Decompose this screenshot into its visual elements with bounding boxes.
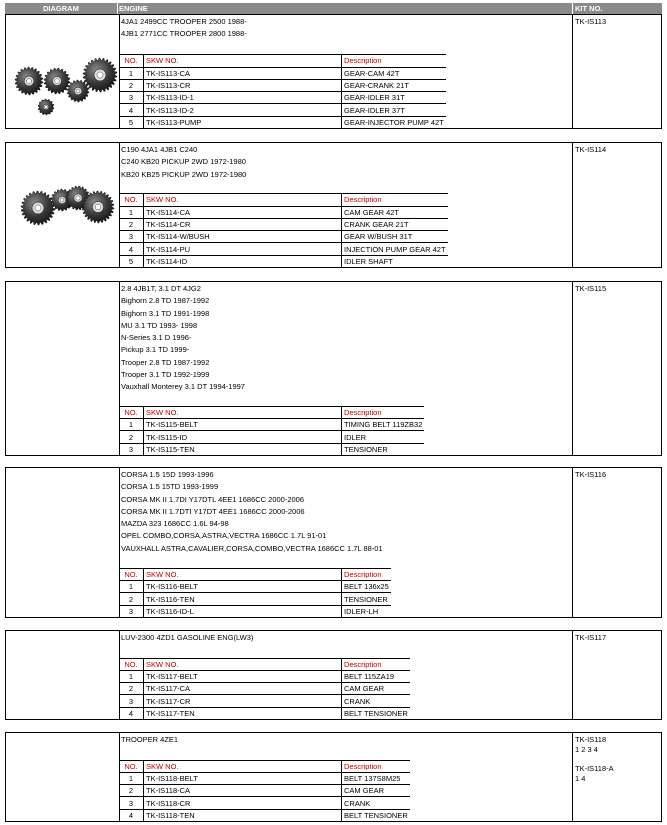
table-row (119, 255, 448, 267)
no-header: NO. (119, 194, 144, 206)
part-number-cell: 1 (119, 581, 144, 593)
part-number-cell: 3 (119, 695, 144, 707)
parts-table (119, 54, 446, 128)
kit-block (5, 732, 662, 822)
kit-number: TK-IS117 (575, 633, 607, 642)
kit-number (575, 755, 661, 764)
description-cell: BELT TENSIONER (342, 707, 410, 719)
part-number-cell: 1 (119, 772, 144, 784)
part-number-cell: 2 (119, 683, 144, 695)
description-cell: GEAR-CRANK 21T (342, 79, 446, 91)
engine-line: C240 KB20 PICKUP 2WD 1972-1980 (121, 157, 246, 167)
skw-header: SKW NO. (144, 406, 342, 418)
engine-line: MAZDA 323 1686CC 1.6L 94-98 (121, 519, 229, 529)
skw-header: SKW NO. (144, 760, 342, 772)
engine-line: KB20 KB25 PICKUP 2WD 1972-1980 (121, 169, 247, 179)
description-cell: CRANK GEAR 21T (342, 218, 448, 230)
engine-line: TROOPER 4ZE1 (121, 735, 179, 744)
skw-number-cell: TK-IS114-CR (144, 218, 342, 230)
engine-list (119, 282, 572, 394)
kit-cell (572, 631, 661, 719)
description-cell: CAM GEAR 42T (342, 206, 448, 218)
table-row (119, 206, 448, 218)
description-cell: GEAR-CAM 42T (342, 67, 446, 79)
skw-number-cell: TK-IS118-CR (144, 797, 342, 809)
engine-list (119, 631, 572, 644)
skw-number-cell: TK-IS114-CA (144, 206, 342, 218)
idler-gear-icon (67, 80, 89, 102)
description-cell: GEAR-IDLER 31T (342, 92, 446, 104)
gear-set-diagram (6, 143, 118, 267)
kit-block (5, 14, 662, 129)
description-cell: BELT 136x25 (342, 581, 391, 593)
engine-cell (119, 733, 572, 821)
skw-number-cell: TK-IS118-BELT (144, 772, 342, 784)
skw-number-cell: TK-IS114-PU (144, 243, 342, 255)
table-row (119, 772, 410, 784)
description-cell: CAM GEAR (342, 683, 410, 695)
kit-number: TK-IS116 (575, 470, 607, 479)
description-cell: TENSIONER (342, 443, 425, 455)
parts-header-row (119, 658, 410, 670)
skw-number-cell: TK-IS117-CR (144, 695, 342, 707)
parts-header-row (119, 55, 446, 67)
skw-header: SKW NO. (144, 658, 342, 670)
engine-line: Pickup 3.1 TD 1999- (121, 345, 190, 355)
diagram-cell (6, 15, 120, 128)
description-header: Description (342, 658, 410, 670)
description-cell: IDLER SHAFT (342, 255, 448, 267)
column-header (0, 3, 667, 14)
description-header: Description (342, 55, 446, 67)
description-cell: IDLER (342, 431, 425, 443)
description-cell: CRANK (342, 695, 410, 707)
description-cell: INJECTION PUMP GEAR 42T (342, 243, 448, 255)
table-row (119, 243, 448, 255)
kit-number: TK-IS113 (575, 17, 607, 26)
kit-cell (572, 15, 661, 128)
parts-header-row (119, 194, 448, 206)
table-row (119, 683, 410, 695)
engine-line: Vauxhall Monterey 3.1 DT 1994-1997 (121, 382, 245, 392)
table-row (119, 581, 391, 593)
description-cell: GEAR-IDLER 37T (342, 104, 446, 116)
part-number-cell: 5 (119, 116, 144, 128)
table-row (119, 695, 410, 707)
description-header: Description (342, 194, 448, 206)
skw-header: SKW NO. (144, 194, 342, 206)
kit-cell (572, 143, 661, 267)
skw-number-cell: TK-IS115-TEN (144, 443, 342, 455)
header-kit-no: KIT NO. (573, 3, 662, 14)
skw-header: SKW NO. (144, 568, 342, 580)
engine-list (119, 143, 572, 181)
part-number-cell: 3 (119, 231, 144, 243)
engine-cell (119, 631, 572, 719)
engine-list (119, 15, 572, 41)
table-row (119, 593, 391, 605)
parts-table (119, 568, 391, 617)
part-number-cell: 2 (119, 593, 144, 605)
no-header: NO. (119, 568, 144, 580)
parts-table (119, 658, 410, 719)
part-number-cell: 3 (119, 797, 144, 809)
table-row (119, 785, 410, 797)
kit-cell (572, 733, 661, 821)
skw-number-cell: TK-IS113-CR (144, 79, 342, 91)
engine-line: N-Series 3.1 D 1996- (121, 333, 192, 343)
table-row (119, 92, 446, 104)
cam-gear-icon (83, 58, 117, 92)
skw-number-cell: TK-IS116-TEN (144, 593, 342, 605)
part-number-cell: 2 (119, 431, 144, 443)
description-cell: BELT 115ZA19 (342, 670, 410, 682)
diagram-cell (6, 733, 120, 821)
description-cell: CAM GEAR (342, 785, 410, 797)
table-row (119, 67, 446, 79)
gear-set-diagram (6, 15, 118, 128)
table-row (119, 443, 424, 455)
diagram-cell (6, 282, 120, 455)
part-number-cell: 1 (119, 206, 144, 218)
no-header: NO. (119, 406, 144, 418)
diagram-cell (6, 468, 120, 617)
table-row (119, 116, 446, 128)
engine-line: OPEL COMBO,CORSA,ASTRA,VECTRA 1686CC 1.7L 91-01 (121, 531, 327, 541)
table-row (119, 605, 391, 617)
description-cell: BELT 137S8M25 (342, 772, 410, 784)
skw-number-cell: TK-IS118-CA (144, 785, 342, 797)
table-row (119, 104, 446, 116)
table-row (119, 231, 448, 243)
pump-gear-icon (82, 191, 114, 223)
parts-header-row (119, 568, 391, 580)
part-number-cell: 4 (119, 243, 144, 255)
kit-number: TK-IS114 (575, 145, 607, 154)
description-cell: TENSIONER (342, 593, 391, 605)
part-number-cell: 3 (119, 605, 144, 617)
diagram-cell (6, 631, 120, 719)
header-engine: ENGINE (118, 3, 572, 14)
skw-number-cell: TK-IS116-ID-L (144, 605, 342, 617)
skw-number-cell: TK-IS117-BELT (144, 670, 342, 682)
skw-number-cell: TK-IS113-ID-2 (144, 104, 342, 116)
description-header: Description (342, 406, 425, 418)
engine-line: 4JA1 2499CC TROOPER 2500 1988- (121, 17, 247, 26)
part-number-cell: 5 (119, 255, 144, 267)
skw-number-cell: TK-IS114-ID (144, 255, 342, 267)
engine-line: VAUXHALL ASTRA,CAVALIER,CORSA,COMBO,VECTRA 1686CC 1.7L 88-01 (121, 543, 383, 553)
description-header: Description (342, 760, 410, 772)
diagram-cell (6, 143, 120, 267)
table-row (119, 431, 424, 443)
kit-number: TK-IS115 (575, 284, 607, 293)
engine-line: 2.8 4JB1T, 3.1 DT 4JG2 (121, 284, 201, 293)
parts-header-row (119, 406, 424, 418)
engine-line: CORSA MK II 1.7DI Y17DTL 4EE1 1686CC 2000-2006 (121, 494, 305, 504)
part-number-cell: 2 (119, 79, 144, 91)
part-number-cell: 1 (119, 670, 144, 682)
part-number-cell: 3 (119, 443, 144, 455)
engine-line: CORSA 1.5 15D 1993-1996 (121, 470, 214, 479)
header-diagram: DIAGRAM (5, 3, 117, 14)
engine-list (119, 733, 572, 746)
part-number-cell: 1 (119, 419, 144, 431)
engine-line: LUV-2300 4ZD1 GASOLINE ENG(LW3) (121, 633, 254, 642)
engine-line: Trooper 3.1 TD 1992-1999 (121, 370, 210, 380)
part-number-cell: 3 (119, 92, 144, 104)
crank-gear-icon (38, 99, 54, 115)
kit-number: TK-IS118-A (575, 764, 614, 773)
kit-block (5, 467, 662, 618)
skw-number-cell: TK-IS113-CA (144, 67, 342, 79)
engine-line: Bighorn 2.8 TD 1987-1992 (121, 296, 210, 306)
description-cell: TIMING BELT 119ZB32 (342, 419, 425, 431)
table-row (119, 419, 424, 431)
kit-number: TK-IS118 (575, 735, 607, 744)
skw-number-cell: TK-IS118-TEN (144, 809, 342, 821)
no-header: NO. (119, 658, 144, 670)
engine-line: CORSA MK II 1.7DTI Y17DT 4EE1 1686CC 2000-2006 (121, 506, 305, 516)
table-row (119, 809, 410, 821)
part-number-cell: 4 (119, 707, 144, 719)
no-header: NO. (119, 760, 144, 772)
pump-gear-icon (15, 67, 43, 95)
part-number-cell: 4 (119, 809, 144, 821)
no-header: NO. (119, 55, 144, 67)
engine-line: Bighorn 3.1 TD 1991-1998 (121, 308, 210, 318)
engine-cell (119, 468, 572, 617)
description-cell: GEAR W/BUSH 31T (342, 231, 448, 243)
engine-line: CORSA 1.5 15TD 1993-1999 (121, 482, 219, 492)
engine-line: C190 4JA1 4JB1 C240 (121, 145, 198, 154)
description-header: Description (342, 568, 391, 580)
skw-number-cell: TK-IS115-ID (144, 431, 342, 443)
description-cell: CRANK (342, 797, 410, 809)
table-row (119, 707, 410, 719)
kit-cell (572, 468, 661, 617)
skw-number-cell: TK-IS113-PUMP (144, 116, 342, 128)
parts-table (119, 760, 410, 821)
engine-line: MU 3.1 TD 1993- 1998 (121, 320, 198, 330)
engine-cell (119, 282, 572, 455)
parts-header-row (119, 760, 410, 772)
description-cell: BELT TENSIONER (342, 809, 410, 821)
part-number-cell: 2 (119, 218, 144, 230)
skw-number-cell: TK-IS113-ID-1 (144, 92, 342, 104)
engine-line: Trooper 2.8 TD 1987-1992 (121, 357, 210, 367)
kit-block (5, 281, 662, 456)
kit-number: 1 2 3 4 (575, 745, 598, 754)
table-row (119, 670, 410, 682)
kit-number: 1 4 (575, 774, 586, 783)
description-cell: IDLER-LH (342, 605, 391, 617)
skw-header: SKW NO. (144, 55, 342, 67)
engine-line: 4JB1 2771CC TROOPER 2800 1988- (121, 29, 247, 39)
parts-table (119, 193, 448, 267)
engine-list (119, 468, 572, 555)
kit-block (5, 142, 662, 268)
kit-cell (572, 282, 661, 455)
part-number-cell: 1 (119, 67, 144, 79)
skw-number-cell: TK-IS116-BELT (144, 581, 342, 593)
kit-block (5, 630, 662, 720)
skw-number-cell: TK-IS117-TEN (144, 707, 342, 719)
idler-gear-icon (44, 68, 70, 94)
skw-number-cell: TK-IS117-CA (144, 683, 342, 695)
part-number-cell: 4 (119, 104, 144, 116)
table-row (119, 79, 446, 91)
engine-cell (119, 143, 572, 267)
table-row (119, 797, 410, 809)
engine-cell (119, 15, 572, 128)
skw-number-cell: TK-IS115-BELT (144, 419, 342, 431)
cam-gear-icon (21, 191, 55, 225)
part-number-cell: 2 (119, 785, 144, 797)
skw-number-cell: TK-IS114-W/BUSH (144, 231, 342, 243)
parts-table (119, 406, 424, 455)
table-row (119, 218, 448, 230)
description-cell: GEAR-INJECTOR PUMP 42T (342, 116, 446, 128)
